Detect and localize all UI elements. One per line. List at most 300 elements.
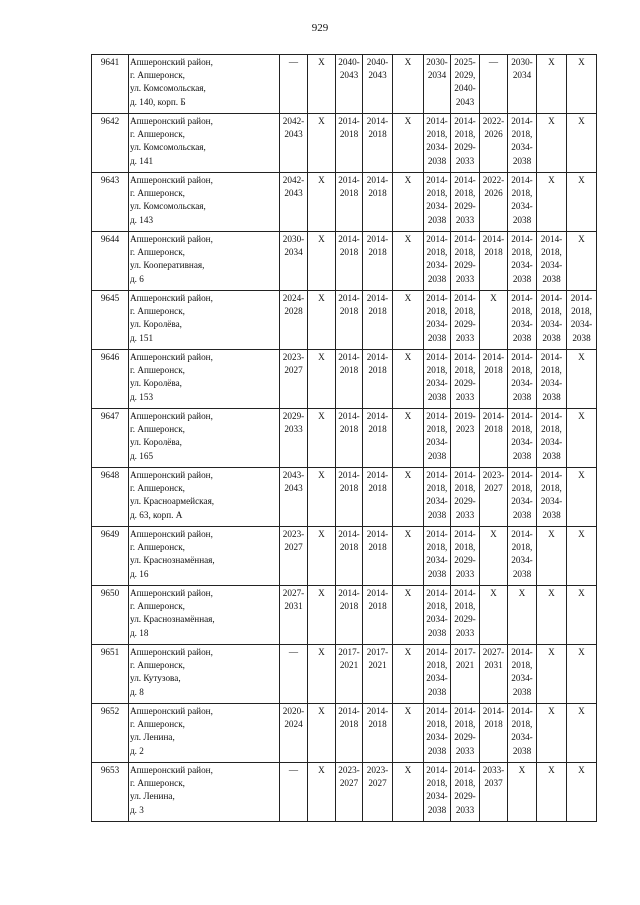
schedule-line: 2018, <box>511 424 533 435</box>
table-row <box>92 232 597 291</box>
schedule-cell <box>363 409 393 468</box>
schedule-line: 2014- <box>511 234 533 244</box>
schedule-line: 2018 <box>339 424 359 435</box>
schedule-line: 2018 <box>368 188 387 199</box>
schedule-cell <box>308 704 336 763</box>
schedule-line: Х <box>318 647 325 657</box>
schedule-cell <box>424 350 451 409</box>
schedule-cell <box>393 350 424 409</box>
schedule-cell <box>451 173 480 232</box>
schedule-line: 2014- <box>511 175 533 185</box>
schedule-line: Х <box>318 293 325 303</box>
schedule-line: Х <box>404 706 412 716</box>
address-line: ул. Комсомольская, <box>130 201 206 212</box>
schedule-cell <box>363 645 393 704</box>
schedule-cell <box>537 763 567 822</box>
schedule-line: 2014- <box>366 175 389 185</box>
schedule-line: 2038 <box>427 450 447 461</box>
row-number-cell: 9651 <box>92 645 129 704</box>
schedule-cell <box>424 114 451 173</box>
schedule-cell <box>280 763 308 822</box>
address-line: д. 18 <box>130 627 149 638</box>
schedule-line: 2014- <box>540 352 563 362</box>
schedule-cell <box>480 645 508 704</box>
schedule-line: Х <box>578 234 585 244</box>
schedule-line: 2014- <box>482 411 505 421</box>
schedule-line: 2024 <box>284 719 303 730</box>
schedule-line: 2018, <box>454 365 476 376</box>
address-cell <box>129 763 280 822</box>
schedule-line: 2027 <box>368 778 387 789</box>
schedule-line: 2018, <box>426 483 448 494</box>
schedule-cell <box>480 409 508 468</box>
table-row <box>92 527 597 586</box>
schedule-line: 2018 <box>368 306 387 317</box>
address-cell <box>129 232 280 291</box>
schedule-cell <box>480 763 508 822</box>
schedule-line: 2043 <box>455 96 475 107</box>
schedule-line: 2014- <box>366 470 389 480</box>
schedule-line: 2021 <box>455 660 475 671</box>
schedule-cell <box>537 114 567 173</box>
row-number-cell: 9650 <box>92 586 129 645</box>
schedule-line: 2018, <box>454 542 476 553</box>
schedule-cell <box>537 586 567 645</box>
schedule-line: 2038 <box>512 568 532 579</box>
schedule-line: 2029- <box>454 201 476 212</box>
schedule-line: 2014- <box>511 706 533 716</box>
schedule-line: 2014- <box>426 116 448 126</box>
schedule-line: Х <box>404 765 412 775</box>
schedule-line: 2014- <box>454 293 476 303</box>
schedule-line: 2014- <box>511 116 533 126</box>
schedule-line: 2014- <box>426 470 448 480</box>
schedule-cell <box>393 645 424 704</box>
address-line: д. 2 <box>130 745 144 756</box>
schedule-cell <box>363 350 393 409</box>
schedule-cell <box>480 232 508 291</box>
schedule-line: 2034- <box>511 378 533 389</box>
schedule-line: 2014- <box>338 116 360 126</box>
schedule-line: 2018, <box>426 365 448 376</box>
address-line: Апшеронский район, <box>130 293 213 303</box>
schedule-cell <box>567 173 597 232</box>
schedule-cell <box>424 763 451 822</box>
schedule-line: 2018 <box>368 483 387 494</box>
schedule-line: 2033 <box>455 804 475 815</box>
schedule-line: 2023 <box>455 424 475 435</box>
address-line: Апшеронский район, <box>130 57 213 67</box>
schedule-line: 2014- <box>366 706 389 716</box>
schedule-line: 2029- <box>454 260 476 271</box>
schedule-line: 2014- <box>454 470 476 480</box>
schedule-line: 2034- <box>511 201 533 212</box>
schedule-line: 2033 <box>455 509 475 520</box>
schedule-line: 2038 <box>542 391 561 402</box>
schedule-line: Х <box>578 529 585 539</box>
schedule-cell <box>424 645 451 704</box>
address-line: г. Апшеронск, <box>130 424 185 435</box>
schedule-cell <box>567 645 597 704</box>
table-row <box>92 291 597 350</box>
schedule-line: 2014- <box>338 293 360 303</box>
schedule-line: 2034- <box>511 496 533 507</box>
schedule-line: 2029- <box>454 791 476 802</box>
schedule-line: 2014- <box>540 470 563 480</box>
schedule-line: Х <box>318 57 325 67</box>
schedule-cell <box>508 232 537 291</box>
schedule-cell <box>537 173 567 232</box>
schedule-line: 2027- <box>282 588 305 598</box>
schedule-line: 2040- <box>338 57 360 67</box>
schedule-line: 2014- <box>511 647 533 657</box>
schedule-line: 2014- <box>366 234 389 244</box>
schedule-line: 2034 <box>284 247 303 258</box>
schedule-line: 2033 <box>455 332 475 343</box>
schedule-line: 2040- <box>454 83 476 94</box>
schedule-line: Х <box>548 765 555 775</box>
schedule-line: 2018, <box>426 719 448 730</box>
schedule-line: 2030- <box>511 57 533 67</box>
schedule-cell <box>480 468 508 527</box>
schedule-line: 2038 <box>427 804 447 815</box>
address-line: Апшеронский район, <box>130 234 213 244</box>
schedule-cell <box>336 350 363 409</box>
address-line: ул. Ленина, <box>130 791 175 802</box>
schedule-cell <box>508 763 537 822</box>
address-line: г. Апшеронск, <box>130 247 185 258</box>
address-line: д. 6 <box>130 273 144 284</box>
schedule-line: 2033 <box>455 273 475 284</box>
schedule-line: 2014- <box>511 411 533 421</box>
schedule-cell <box>424 55 451 114</box>
schedule-cell <box>363 586 393 645</box>
schedule-line: 2014- <box>426 293 448 303</box>
schedule-line: 2033 <box>455 155 475 166</box>
schedule-cell <box>567 291 597 350</box>
schedule-line: 2033 <box>284 424 303 435</box>
address-line: г. Апшеронск, <box>130 306 185 317</box>
address-line: г. Апшеронск, <box>130 188 185 199</box>
row-number-cell: 9653 <box>92 763 129 822</box>
schedule-cell <box>537 55 567 114</box>
schedule-cell <box>537 409 567 468</box>
address-line: ул. Кооперативная, <box>130 260 205 271</box>
schedule-line: 2028 <box>284 306 303 317</box>
address-line: г. Апшеронск, <box>130 365 185 376</box>
schedule-line: 2034- <box>426 555 448 566</box>
table-row <box>92 645 597 704</box>
schedule-cell <box>308 232 336 291</box>
schedule-cell <box>480 527 508 586</box>
schedule-line: 2043 <box>284 483 303 494</box>
schedule-line: 2034- <box>426 673 448 684</box>
address-line: д. 63, корп. А <box>130 509 183 520</box>
schedule-cell <box>567 232 597 291</box>
schedule-line: 2033 <box>455 391 475 402</box>
schedule-line: 2034- <box>540 378 563 389</box>
schedule-line: Х <box>548 706 555 716</box>
schedule-cell <box>280 468 308 527</box>
schedule-cell <box>480 350 508 409</box>
schedule-cell <box>308 114 336 173</box>
schedule-cell <box>424 409 451 468</box>
schedule-cell <box>480 586 508 645</box>
schedule-cell <box>363 763 393 822</box>
address-line: д. 8 <box>130 686 144 697</box>
schedule-cell <box>508 645 537 704</box>
schedule-cell <box>424 527 451 586</box>
schedule-line: 2034- <box>540 437 563 448</box>
schedule-cell <box>308 55 336 114</box>
schedule-line: Х <box>404 470 412 480</box>
schedule-line: 2018 <box>339 188 359 199</box>
schedule-line: 2018 <box>484 365 503 376</box>
schedule-line: 2029- <box>282 411 305 421</box>
schedule-line: 2038 <box>542 273 561 284</box>
schedule-line: Х <box>404 352 412 362</box>
schedule-line: 2014- <box>454 706 476 716</box>
schedule-cell <box>280 114 308 173</box>
address-line: д. 143 <box>130 214 154 225</box>
schedule-line: 2042- <box>282 116 305 126</box>
schedule-line: 2014- <box>338 588 360 598</box>
schedule-line: 2014- <box>338 175 360 185</box>
address-line: ул. Королёва, <box>130 437 182 448</box>
schedule-line: Х <box>578 411 585 421</box>
schedule-cell <box>336 468 363 527</box>
schedule-cell <box>567 763 597 822</box>
schedule-line: 2029- <box>454 732 476 743</box>
schedule-line: 2018, <box>426 542 448 553</box>
address-line: ул. Краснознамённая, <box>130 555 215 566</box>
schedule-line: Х <box>318 175 325 185</box>
schedule-line: 2027 <box>284 365 303 376</box>
schedule-line: 2038 <box>512 686 532 697</box>
schedule-cell <box>336 586 363 645</box>
schedule-cell <box>363 527 393 586</box>
schedule-cell <box>280 55 308 114</box>
schedule-cell <box>336 291 363 350</box>
schedule-line: 2018, <box>454 483 476 494</box>
schedule-cell <box>508 586 537 645</box>
schedule-line: 2018 <box>339 365 359 376</box>
schedule-cell <box>567 114 597 173</box>
schedule-line: 2031 <box>284 601 303 612</box>
schedule-line: 2022- <box>482 175 505 185</box>
schedule-cell <box>280 291 308 350</box>
schedule-cell <box>336 409 363 468</box>
schedule-line: 2038 <box>512 745 532 756</box>
schedule-line: 2037 <box>484 778 503 789</box>
schedule-cell <box>363 232 393 291</box>
row-number-cell: 9642 <box>92 114 129 173</box>
schedule-line: 2014- <box>338 234 360 244</box>
schedule-line: 2018, <box>511 129 533 140</box>
schedule-line: 2034- <box>426 260 448 271</box>
schedule-cell <box>508 173 537 232</box>
schedule-line: 2018, <box>511 542 533 553</box>
schedule-cell <box>508 704 537 763</box>
schedule-line: 2018, <box>541 365 562 376</box>
row-number-cell: 9644 <box>92 232 129 291</box>
schedule-cell <box>393 527 424 586</box>
schedule-cell <box>393 409 424 468</box>
schedule-line: 2027 <box>284 542 303 553</box>
schedule-line: 2038 <box>512 214 532 225</box>
row-number-cell: 9647 <box>92 409 129 468</box>
schedule-line: 2033 <box>455 568 475 579</box>
schedule-line: 2038 <box>542 509 561 520</box>
schedule-line: Х <box>490 293 497 303</box>
schedule-line: 2038 <box>542 332 561 343</box>
table-row <box>92 350 597 409</box>
schedule-line: 2018 <box>339 247 359 258</box>
schedule-line: 2021 <box>339 660 359 671</box>
schedule-line: Х <box>404 588 412 598</box>
schedule-cell <box>424 232 451 291</box>
address-line: ул. Красноармейская, <box>130 496 215 507</box>
schedule-line: 2014- <box>540 234 563 244</box>
schedule-line: Х <box>404 175 412 185</box>
schedule-line: 2014- <box>511 293 533 303</box>
schedule-line: 2018 <box>339 483 359 494</box>
schedule-cell <box>393 468 424 527</box>
schedule-line: 2034- <box>426 319 448 330</box>
schedule-line: Х <box>548 647 555 657</box>
schedule-line: 2042- <box>282 175 305 185</box>
schedule-line: Х <box>548 588 555 598</box>
address-line: г. Апшеронск, <box>130 542 185 553</box>
schedule-line: 2018, <box>541 306 562 317</box>
address-line: ул. Королёва, <box>130 378 182 389</box>
schedule-cell <box>451 350 480 409</box>
schedule-line: 2018 <box>339 719 359 730</box>
schedule-cell <box>393 704 424 763</box>
schedule-line: 2018 <box>368 601 387 612</box>
schedule-line: 2018 <box>339 601 359 612</box>
schedule-line: 2022- <box>482 116 505 126</box>
schedule-line: 2014- <box>366 588 389 598</box>
schedule-line: 2014- <box>366 352 389 362</box>
schedule-cell <box>508 114 537 173</box>
schedule-line: Х <box>404 293 412 303</box>
schedule-line: — <box>288 647 299 657</box>
schedule-line: 2034- <box>511 260 533 271</box>
address-line: ул. Королёва, <box>130 319 182 330</box>
schedule-line: 2018, <box>541 247 562 258</box>
schedule-line: 2038 <box>427 155 447 166</box>
schedule-line: 2014- <box>454 765 476 775</box>
schedule-line: 2014- <box>426 706 448 716</box>
schedule-cell <box>308 645 336 704</box>
schedule-line: Х <box>318 529 325 539</box>
schedule-line: 2021 <box>368 660 387 671</box>
schedule-cell <box>280 586 308 645</box>
schedule-line: 2027 <box>339 778 359 789</box>
schedule-line: 2034- <box>511 673 533 684</box>
schedule-line: Х <box>404 116 412 126</box>
address-line: г. Апшеронск, <box>130 483 185 494</box>
schedule-line: Х <box>404 57 412 67</box>
schedule-line: 2034- <box>426 437 448 448</box>
schedule-line: 2018, <box>511 483 533 494</box>
schedule-line: Х <box>578 470 585 480</box>
schedule-line: 2023- <box>482 470 505 480</box>
schedule-cell <box>508 350 537 409</box>
address-line: д. 16 <box>130 568 149 579</box>
table-row <box>92 704 597 763</box>
schedule-cell <box>480 114 508 173</box>
schedule-line: 2026 <box>484 129 503 140</box>
schedule-line: 2014- <box>366 411 389 421</box>
schedule-line: 2034- <box>426 732 448 743</box>
schedule-line: 2014- <box>366 116 389 126</box>
address-line: Апшеронский район, <box>130 352 213 362</box>
repair-schedule-table <box>91 54 597 822</box>
address-line: д. 165 <box>130 450 154 461</box>
schedule-cell <box>451 527 480 586</box>
schedule-line: — <box>488 57 499 67</box>
schedule-line: Х <box>578 765 585 775</box>
schedule-line: 2014- <box>426 411 448 421</box>
address-line: Апшеронский район, <box>130 588 213 598</box>
schedule-line: Х <box>578 588 585 598</box>
schedule-cell <box>363 55 393 114</box>
schedule-line: 2014- <box>454 588 476 598</box>
schedule-line: Х <box>318 352 325 362</box>
address-cell <box>129 409 280 468</box>
schedule-line: 2014- <box>511 470 533 480</box>
schedule-line: 2018, <box>541 483 562 494</box>
schedule-line: 2014- <box>454 116 476 126</box>
schedule-line: 2034- <box>426 142 448 153</box>
address-cell <box>129 291 280 350</box>
schedule-cell <box>451 232 480 291</box>
schedule-cell <box>363 468 393 527</box>
schedule-line: 2014- <box>366 529 389 539</box>
schedule-line: 2034- <box>540 260 563 271</box>
schedule-line: 2023- <box>338 765 360 775</box>
schedule-line: 2014- <box>426 234 448 244</box>
table-row <box>92 173 597 232</box>
schedule-line: 2018, <box>454 719 476 730</box>
schedule-line: Х <box>548 529 555 539</box>
schedule-line: 2018, <box>571 306 592 317</box>
schedule-line: Х <box>578 175 585 185</box>
address-line: д. 141 <box>130 155 154 166</box>
schedule-line: 2018 <box>484 719 503 730</box>
schedule-line: 2029, <box>454 70 476 81</box>
address-line: ул. Краснознамённая, <box>130 614 215 625</box>
schedule-line: Х <box>578 647 585 657</box>
schedule-cell <box>451 114 480 173</box>
schedule-cell <box>336 232 363 291</box>
address-line: г. Апшеронск, <box>130 601 185 612</box>
address-line: ул. Кутузова, <box>130 673 181 684</box>
schedule-line: 2034- <box>540 496 563 507</box>
schedule-line: Х <box>318 116 325 126</box>
schedule-line: 2014- <box>482 352 505 362</box>
address-line: Апшеронский район, <box>130 647 213 657</box>
schedule-line: 2023- <box>282 352 305 362</box>
schedule-line: Х <box>318 411 325 421</box>
schedule-line: 2014- <box>338 706 360 716</box>
schedule-line: 2034- <box>540 319 563 330</box>
schedule-cell <box>567 527 597 586</box>
address-line: г. Апшеронск, <box>130 70 185 81</box>
schedule-cell <box>280 173 308 232</box>
